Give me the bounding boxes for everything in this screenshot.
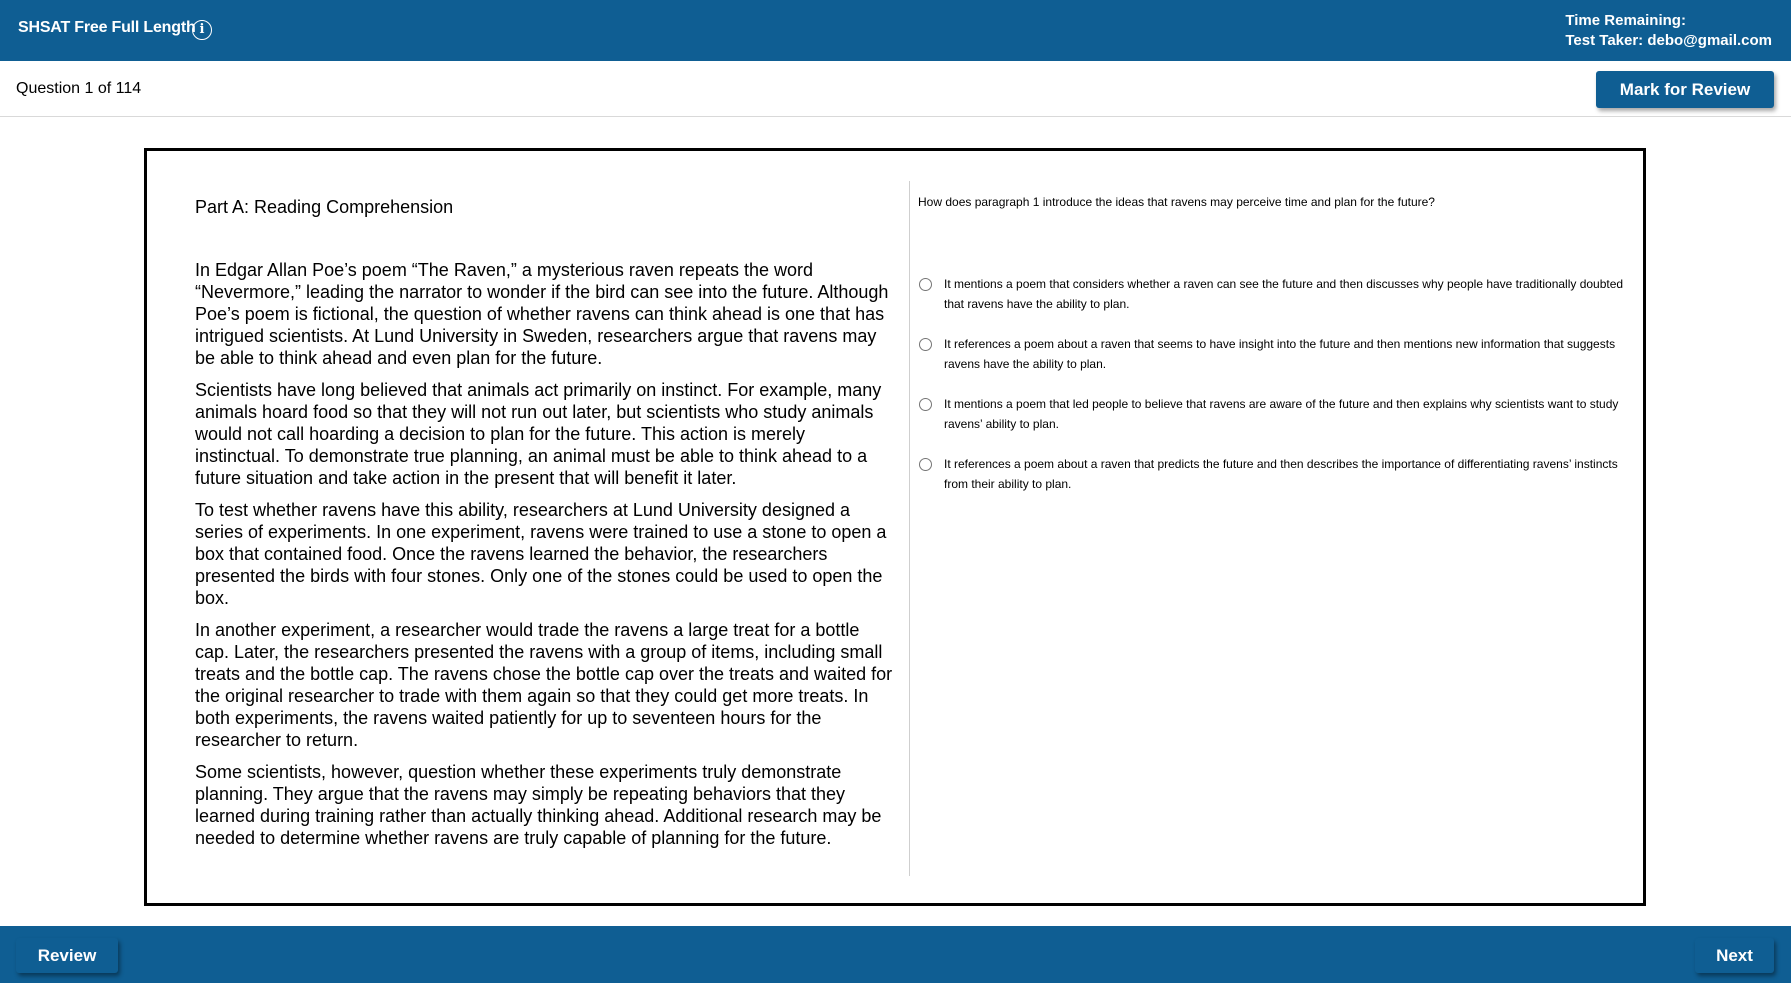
- answer-choice-text: It mentions a poem that led people to believe that ravens are aware of the future and then explains why scientists want to study ravens’ ability to plan.: [944, 397, 1619, 431]
- radio-button[interactable]: [919, 338, 932, 351]
- radio-button[interactable]: [919, 278, 932, 291]
- passage-text: [195, 259, 895, 859]
- question-panel: [144, 148, 1646, 906]
- section-title: Part A: Reading Comprehension: [195, 197, 454, 217]
- passage-paragraph: To test whether ravens have this ability, researchers at Lund University designed a series of experiments. In one experiment, ravens were trained to use a stone to open a box that contained food. Once the ravens learned the behavior, the researchers presented the birds with four stones. Only one of the stones could be used to open the box.: [195, 500, 887, 608]
- question-toolbar: [0, 61, 1791, 117]
- pane-divider: [909, 181, 910, 876]
- test-taker-label: Test Taker: debo@gmail.com: [1565, 32, 1772, 49]
- passage-paragraph: Scientists have long believed that animals act primarily on instinct. For example, many animals hoard food so that they will not run out later, but scientists who study animals would not call hoarding a decision to plan for the future. This action is merely instinctual. To demonstrate true planning, an animal must be able to think ahead to a future situation and take action in the present that will benefit it later.: [195, 380, 882, 488]
- test-title: SHSAT Free Full Length: [18, 19, 196, 36]
- header-status: [1565, 11, 1772, 51]
- passage-pane[interactable]: [195, 151, 905, 903]
- answer-choice-d[interactable]: [919, 454, 1624, 514]
- answer-choice-text: It references a poem about a raven that seems to have insight into the future and then mentions new information that suggests ravens have the ability to plan.: [944, 337, 1616, 371]
- question-pane: [915, 151, 1635, 903]
- review-button[interactable]: Review: [16, 938, 118, 973]
- answer-choice-a[interactable]: [919, 274, 1624, 334]
- answer-choices: [919, 274, 1624, 514]
- mark-for-review-button[interactable]: Mark for Review: [1596, 71, 1774, 108]
- answer-choice-text: It mentions a poem that considers whether a raven can see the future and then discusses why people have traditionally doubted that ravens have the ability to plan.: [944, 277, 1624, 311]
- next-button[interactable]: Next: [1695, 938, 1774, 973]
- radio-button[interactable]: [919, 398, 932, 411]
- answer-choice-text: It references a poem about a raven that predicts the future and then describes the importance of differentiating ravens’ instincts from their ability to plan.: [944, 457, 1618, 491]
- passage-paragraph: Some scientists, however, question whether these experiments truly demonstrate planning. They argue that the ravens may simply be repeating behaviors that they learned during training rather than actually thinking ahead. Additional research may be needed to determine whether ravens are truly capable of planning for the future.: [195, 762, 882, 848]
- bottom-nav-bar: [0, 926, 1791, 983]
- radio-button[interactable]: [919, 458, 932, 471]
- top-header-bar: [0, 0, 1791, 61]
- info-icon[interactable]: i: [192, 20, 212, 40]
- passage-paragraph: In Edgar Allan Poe’s poem “The Raven,” a mysterious raven repeats the word “Nevermore,” leading the narrator to wonder if the bird can see into the future. Although Poe’s poem is fictional, the question of whether ravens can think ahead is one that has intrigued scientists. At Lund University in Sweden, researchers argue that ravens may be able to think ahead and even plan for the future.: [195, 260, 889, 368]
- answer-choice-c[interactable]: [919, 394, 1624, 454]
- time-remaining-label: Time Remaining:: [1565, 12, 1686, 29]
- question-prompt: How does paragraph 1 introduce the ideas that ravens may perceive time and plan for the future?: [918, 195, 1435, 209]
- question-counter: Question 1 of 114: [16, 80, 142, 97]
- passage-paragraph: In another experiment, a researcher would trade the ravens a large treat for a bottle cap. Later, the researchers presented the ravens with a group of items, including small treats and the bottle cap. The ravens chose the bottle cap over the treats and waited for the original researcher to trade with them again so that they could get more treats. In both experiments, the ravens waited patiently for up to seventeen hours for the researcher to return.: [195, 620, 893, 750]
- answer-choice-b[interactable]: [919, 334, 1624, 394]
